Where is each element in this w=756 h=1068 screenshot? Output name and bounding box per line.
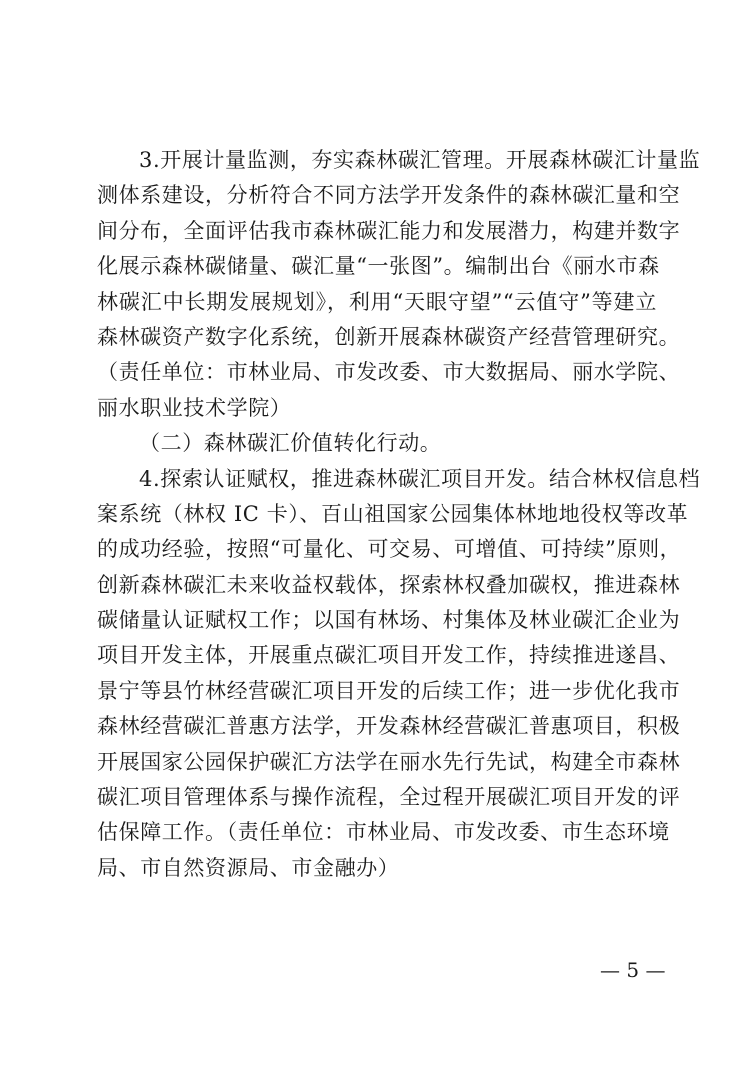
paragraph-4-line-7: 景宁等县竹林经营碳汇项目开发的后续工作；进一步优化我市: [97, 678, 681, 703]
paragraph-3-line-4: 化展示森林碳储量、碳汇量“一张图”。编制出台《丽水市森: [97, 254, 660, 279]
paragraph-4-line-5: 碳储量认证赋权工作；以国有林场、村集体及林业碳汇企业为: [97, 608, 681, 633]
paragraph-3-line-2: 测体系建设，分析符合不同方法学开发条件的森林碳汇量和空: [97, 183, 681, 208]
page-number: — 5 —: [600, 958, 666, 982]
paragraph-3-line-8: 丽水职业技术学院）: [97, 395, 292, 420]
section-heading-2: （二）森林碳汇价值转化行动。: [139, 431, 442, 456]
paragraph-4-line-11: 估保障工作。（责任单位：市林业局、市发改委、市生态环境: [97, 820, 670, 845]
paragraph-4-line-12: 局、市自然资源局、市金融办）: [97, 855, 400, 880]
paragraph-4-line-9: 开展国家公园保护碳汇方法学在丽水先行先试，构建全市森林: [97, 749, 681, 774]
paragraph-4-line-6: 项目开发主体，开展重点碳汇项目开发工作，持续推进遂昌、: [97, 643, 681, 668]
paragraph-3-line-3: 间分布，全面评估我市森林碳汇能力和发展潜力，构建并数字: [97, 218, 681, 243]
paragraph-4-line-1: 4.探索认证赋权，推进森林碳汇项目开发。结合林权信息档: [139, 466, 701, 491]
paragraph-3-line-5: 林碳汇中长期发展规划》，利用“天眼守望”“云值守”等建立: [97, 289, 657, 314]
body-text: [97, 143, 701, 886]
paragraph-3-line-1: 3.开展计量监测，夯实森林碳汇管理。开展森林碳汇计量监: [139, 148, 701, 172]
paragraph-4-line-8: 森林经营碳汇普惠方法学，开发森林经营碳汇普惠项目，积极: [97, 714, 681, 739]
paragraph-4-line-10: 碳汇项目管理体系与操作流程，全过程开展碳汇项目开发的评: [97, 785, 681, 810]
paragraph-4-line-3: 的成功经验，按照“可量化、可交易、可增值、可持续”原则，: [97, 537, 682, 562]
paragraph-3-line-6: 森林碳资产数字化系统，创新开展森林碳资产经营管理研究。: [97, 324, 681, 349]
paragraph-4-line-2: 案系统（林权 IC 卡）、百山祖国家公园集体林地地役权等改革: [97, 501, 689, 526]
paragraph-3-line-7: （责任单位：市林业局、市发改委、市大数据局、丽水学院、: [97, 360, 681, 385]
paragraph-4-line-4: 创新森林碳汇未来收益权载体，探索林权叠加碳权，推进森林: [97, 572, 681, 597]
